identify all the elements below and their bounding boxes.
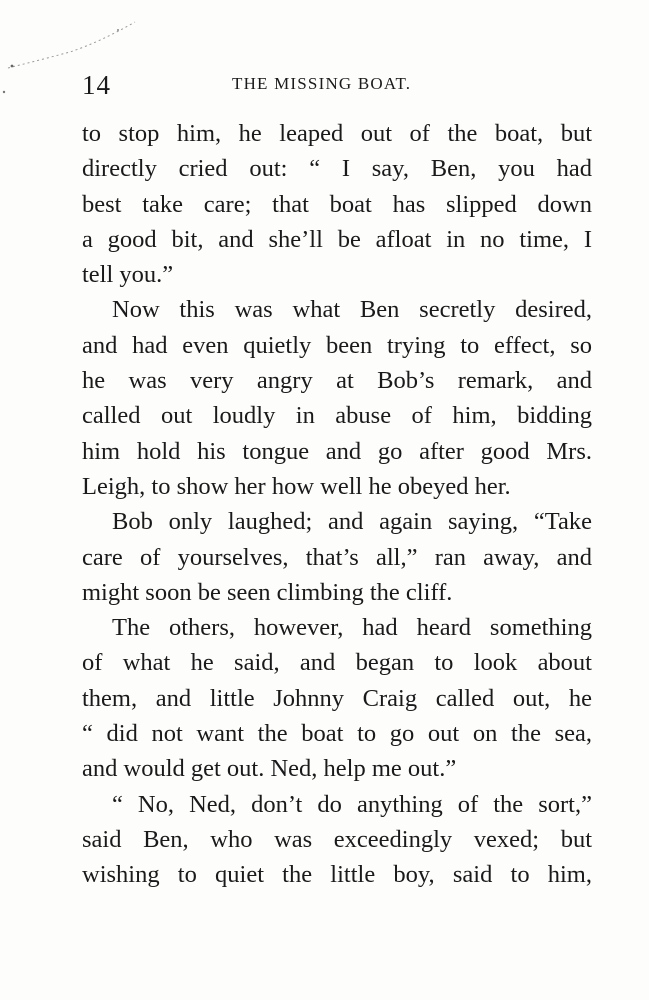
- page-number: 14: [82, 70, 111, 100]
- text-line: called out loudly in abuse of him, bidding: [82, 402, 592, 430]
- text-line: Bob only laughed; and again saying, “Take: [112, 508, 592, 536]
- text-line: and would get out. Ned, help me out.”: [82, 755, 457, 783]
- text-line: of what he said, and began to look about: [82, 649, 592, 677]
- text-line: “ did not want the boat to go out on the sea,: [82, 720, 592, 748]
- text-line: wishing to quiet the little boy, said to him,: [82, 861, 592, 889]
- text-line: care of yourselves, that’s all,” ran away, and: [82, 543, 592, 571]
- text-line: and had even quietly been trying to effect, so: [82, 331, 592, 359]
- text-line: best take care; that boat has slipped down: [82, 190, 592, 218]
- text-line: tell you.”: [82, 261, 174, 289]
- text-line: directly cried out: “ I say, Ben, you had: [82, 155, 592, 183]
- text-line: The others, however, had heard something: [112, 614, 592, 642]
- text-line: a good bit, and she’ll be afloat in no time, I: [82, 225, 592, 253]
- text-line: him hold his tongue and go after good Mrs.: [82, 437, 592, 465]
- text-line: might soon be seen climbing the cliff.: [82, 578, 453, 606]
- running-title: THE MISSING BOAT.: [232, 74, 412, 93]
- text-line: to stop him, he leaped out of the boat, but: [82, 120, 592, 147]
- text-line: said Ben, who was exceedingly vexed; but: [82, 825, 592, 853]
- text-line: he was very angry at Bob’s remark, and: [82, 367, 592, 395]
- body-text: [82, 116, 592, 893]
- text-line: “ No, Ned, don’t do anything of the sort,”: [112, 790, 592, 818]
- text-line: Now this was what Ben secretly desired,: [112, 296, 592, 324]
- text-line: Leigh, to show her how well he obeyed her.: [82, 472, 511, 500]
- running-head: [82, 70, 590, 104]
- text-line: them, and little Johnny Craig called out, he: [82, 684, 592, 712]
